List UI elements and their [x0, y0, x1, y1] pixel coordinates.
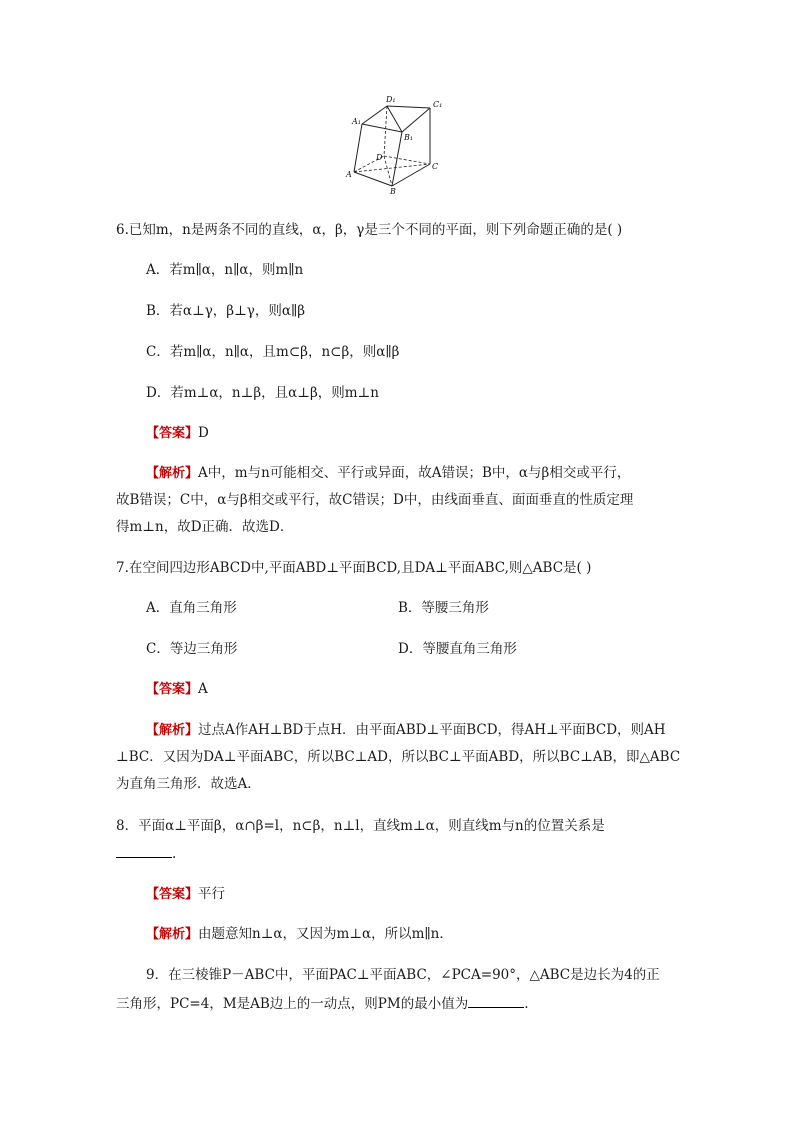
q6-analysis-1	[146, 463, 630, 484]
q6-analysis-2: 故B错误；C中，α与β相交或平行，故C错误；D中，由线面垂直、面面垂直的性质定理	[116, 492, 634, 508]
q9-stem-1: 9．在三棱锥P－ABC中，平面PAC⊥平面ABC，∠PCA=90°，△ABC是边长为4的正	[146, 967, 660, 983]
prism-diagram	[340, 94, 450, 196]
q7-analysis-3: 为直角三角形．故选A．	[116, 776, 261, 792]
q6-option-c: C．若m∥α，n∥α，且m⊂β，n⊂β，则α∥β	[146, 344, 400, 360]
label-D: D	[376, 153, 383, 162]
label-C1: C₁	[433, 100, 443, 109]
q6-option-a: A．若m∥α，n∥α，则m∥n	[146, 262, 304, 278]
analysis-text: 由题意知n⊥α，又因为m⊥α，所以m∥n．	[198, 926, 453, 942]
answer-tag: 【答案】	[146, 887, 199, 902]
q7-option-b: B．等腰三角形	[398, 600, 489, 616]
answer-tag: 【答案】	[146, 682, 199, 697]
q8-blank-line	[116, 843, 176, 864]
prism-figure	[340, 94, 450, 196]
q8-stem: 8．平面α⊥平面β，α∩β=l，n⊂β，n⊥l，直线m⊥α，则直线m与n的位置关系是	[116, 818, 605, 834]
q9-stem-end: .	[524, 996, 529, 1012]
analysis-tag: 【解析】	[146, 466, 199, 481]
label-C: C	[432, 162, 439, 171]
q7-option-a: A．直角三角形	[146, 600, 237, 616]
answer-tag: 【答案】	[146, 426, 199, 441]
q6-option-b: B．若α⊥γ，β⊥γ，则α∥β	[146, 303, 306, 319]
label-A1: A₁	[352, 117, 361, 126]
q8-answer	[146, 884, 225, 905]
label-D1: D₁	[386, 95, 396, 104]
analysis-text: A中，m与n可能相交、平行或异面，故A错误；B中，α与β相交或平行，	[198, 465, 631, 481]
analysis-tag: 【解析】	[146, 723, 199, 738]
answer-value: D	[198, 425, 209, 441]
q7-analysis-1	[146, 720, 666, 741]
q7-analysis-2: ⊥BC．又因为DA⊥平面ABC，所以BC⊥AD，所以BC⊥平面ABD，所以BC⊥AB，即△ABC	[116, 749, 681, 765]
analysis-text: 过点A作AH⊥BD于点H．由平面ABD⊥平面BCD，得AH⊥平面BCD，则AH	[198, 722, 666, 738]
label-B1: B₁	[404, 133, 414, 142]
q6-analysis-3: 得m⊥n，故D正确．故选D．	[116, 519, 294, 535]
q7-option-c: C．等边三角形	[146, 641, 238, 657]
q7-option-d: D．等腰直角三角形	[398, 641, 517, 657]
answer-blank	[116, 843, 172, 858]
answer-value: 平行	[198, 886, 226, 902]
answer-value: A	[198, 681, 208, 697]
q9-stem-text: 三角形，PC=4，M是AB边上的一动点，则PM的最小值为	[116, 996, 469, 1012]
q8-stem-end: .	[172, 846, 177, 862]
answer-blank	[468, 993, 524, 1008]
q7-stem: 7.在空间四边形ABCD中,平面ABD⊥平面BCD,且DA⊥平面ABC,则△ABC是( )	[116, 560, 592, 576]
q7-answer	[146, 679, 208, 700]
label-A: A	[346, 170, 352, 179]
label-B: B	[390, 187, 396, 196]
q8-analysis-1	[146, 924, 453, 945]
analysis-tag: 【解析】	[146, 927, 199, 942]
q6-answer	[146, 423, 209, 444]
q9-stem-2	[116, 993, 529, 1014]
q6-stem: 6.已知m，n是两条不同的直线，α，β，γ是三个不同的平面，则下列命题正确的是( )	[116, 222, 623, 238]
q6-option-d: D．若m⊥α，n⊥β，且α⊥β，则m⊥n	[146, 385, 379, 401]
